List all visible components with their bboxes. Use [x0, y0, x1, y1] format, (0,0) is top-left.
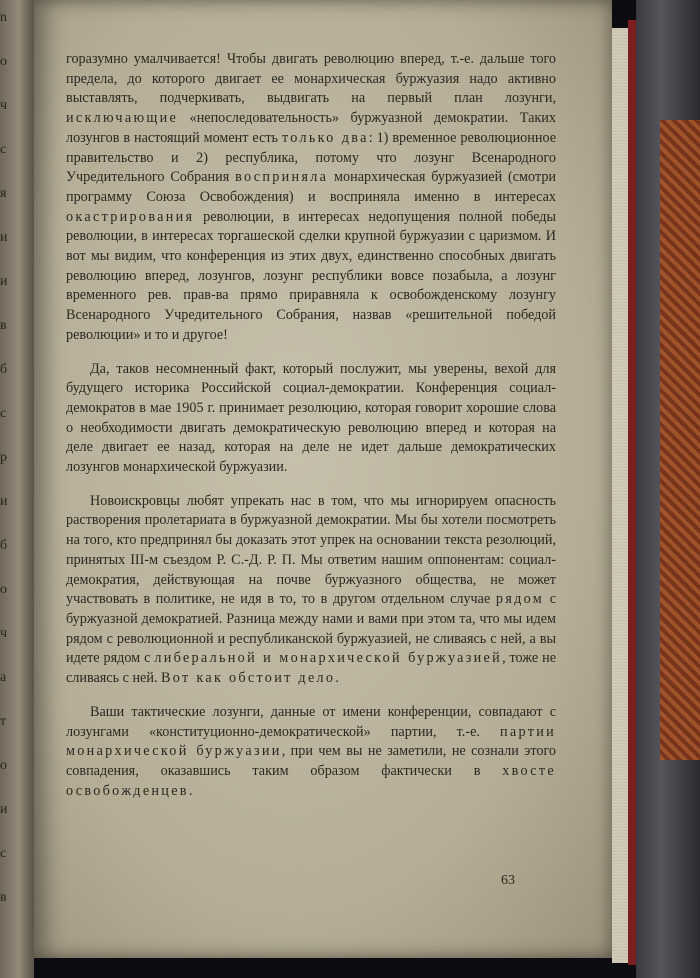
text-run: , тоже не сливаясь с ней.: [66, 650, 557, 687]
text-run: : 1) временное революционное правительство и 2) республика, потому что лозунг Всенародного Учредительного Собрания: [66, 129, 557, 186]
text-run: Да, таков несомненный факт, который послужит, мы уверены, вехой для будущего историка Российской социал-демократии. Конференция социал-демократов в мае 1905 г. принимает резолюцию, которая говорит хорошие слова о необходимости двигать демократическую революцию вперед и которая на деле двигает ее назад, которая на деле не идет дальше демократических лозунгов монархической буржуазии.: [66, 360, 556, 476]
paragraph: [66, 50, 556, 346]
text-run: .: [188, 782, 193, 799]
book-page: [34, 0, 612, 958]
left-page-fragment: n: [0, 10, 7, 25]
spine-pattern: [660, 120, 700, 760]
left-page-edge: [0, 0, 34, 978]
left-page-fragment: я: [0, 186, 7, 201]
text-run: революции, в интересах недопущения полной победы революции, в интересах торгашеской сделки крупной буржуазии с царизмом. И вот мы видим, что конференция из этих двух, единственно способных двигать революцию вперед, лозунгов, лозунг республики вовсе позабыла, а лозунг временного рев. прав-ва прямо приравняла к освобожденскому лозунгу Всенародного Учредительного Собрания, назвав «решительной победой революции» и то и другое!: [66, 208, 556, 343]
left-page-fragment: а: [0, 670, 7, 685]
spaced-emphasis-text: только два: [281, 129, 369, 146]
left-page-fragment: р: [0, 450, 7, 465]
spaced-emphasis-text: либеральной и монархической буржуазией: [154, 650, 503, 667]
left-page-fragment: и: [0, 274, 8, 289]
left-page-fragment: о: [0, 54, 7, 69]
left-page-fragment: ч: [0, 98, 8, 113]
left-page-fragment: с: [0, 142, 7, 157]
left-page-fragment: в: [0, 318, 7, 333]
left-page-fragment: б: [0, 538, 8, 553]
spaced-emphasis-text: окастрирования: [66, 208, 195, 225]
text-run: монархическая буржуазией (смотри программу Союза Освобождения) и восприняла именно в интересах: [66, 169, 557, 205]
page-text: [66, 50, 556, 815]
left-page-fragment: ч: [0, 626, 8, 641]
left-page-fragment: в: [0, 890, 7, 905]
binding-red-edge: [628, 20, 636, 965]
paragraph: [66, 360, 556, 478]
page-stack-edge: [612, 28, 628, 963]
spaced-emphasis-text: восприняла: [235, 169, 329, 186]
spaced-emphasis-text: Вот как обстоит дело.: [161, 670, 342, 687]
text-run: с буржуазной демократией. Разница между нами и вами при этом та, что мы идем рядом с революционной и республиканской буржуазией, не сливаясь с ней, а вы идете рядом с: [66, 591, 556, 667]
text-run: Ваши тактические лозунги, данные от имени конференции, совпадают с лозунгами «конституционно-демократической» партии, т.-е.: [66, 703, 556, 740]
text-run: Новоискровцы любят упрекать нас в том, что мы игнорируем опасность растворения пролетариата в буржуазной демократии. Мы бы хотели посмотреть на того, кто предпринял бы доказать этот упрек на основании текста резолюций, принятых III-м съездом Р. С.-Д. Р. П. Мы ответим нашим оппонентам: социал-демократия, действующая на почве буржуазного общества, не может участвовать в политике, не идя в то, то в другом отдельном случае: [66, 492, 556, 608]
text-run: , при чем вы не заметили, не сознали этого совпадения, оказавшись таким образом фактически в: [66, 743, 557, 779]
left-page-fragment: о: [0, 582, 7, 597]
page-number: 63: [501, 873, 515, 888]
left-page-fragment: и: [0, 802, 8, 817]
spaced-emphasis-text: партии монархической буржуазии: [66, 723, 556, 760]
left-page-fragment: о: [0, 758, 7, 773]
spaced-emphasis-text: рядом: [495, 591, 545, 608]
left-page-fragment: и: [0, 230, 8, 245]
left-page-fragment: б: [0, 362, 8, 377]
spaced-emphasis-text: исключающие: [66, 110, 179, 127]
spaced-emphasis-text: хвосте освобожденцев: [66, 762, 556, 799]
left-page-fragment: и: [0, 494, 8, 509]
text-run: «непоследовательность» буржуазной демократии. Таких лозунгов в настоящий момент есть: [66, 110, 556, 146]
left-page-fragment: с: [0, 406, 7, 421]
left-page-fragment: т: [0, 714, 7, 729]
left-page-fragment: с: [0, 846, 7, 861]
text-run: горазумно умалчивается! Чтобы двигать революцию вперед, т.-е. дальше того предела, до которого двигает ее монархическая буржуазия надо активно выставлять, подчеркивать, выдвигать на первый план лозунги,: [66, 51, 556, 107]
paragraph: [66, 492, 556, 689]
paragraph: [66, 703, 556, 802]
